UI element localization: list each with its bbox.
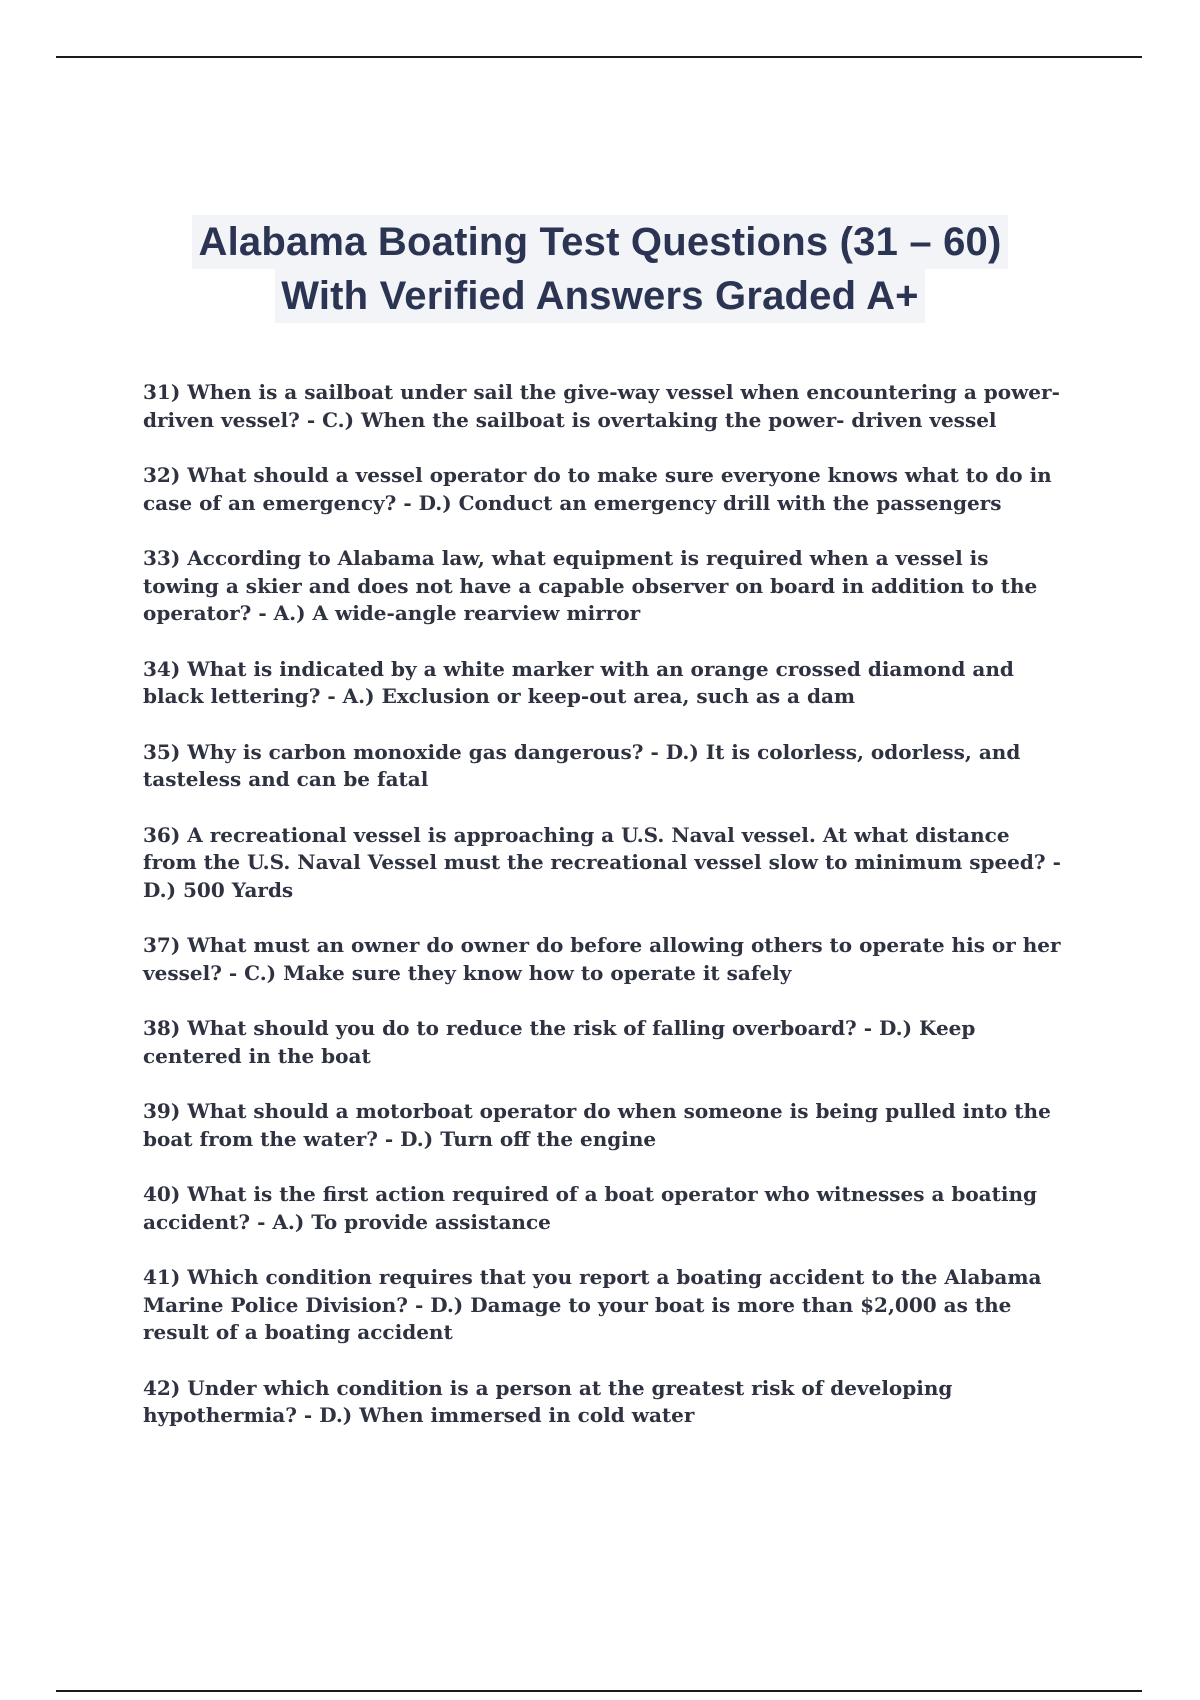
footer-rule [56, 1690, 1142, 1692]
question-41: 41) Which condition requires that you report a boating accident to the Alabama Marine Police Division? - D.) Damage to your boat is more than $2,000 as the result of a boating accident [143, 1265, 1042, 1344]
question-34: 34) What is indicated by a white marker with an orange crossed diamond and black lettering? - A.) Exclusion or keep-out area, such as a dam [143, 656, 1014, 708]
question-36: 36) A recreational vessel is approaching a U.S. Naval vessel. At what distance from the U.S. Naval Vessel must the recreational vessel slow to minimum speed? - D.) 500 Yards [143, 822, 1061, 902]
question-31: 31) When is a sailboat under sail the give-way vessel when encountering a power-driven vessel? - C.) When the sailboat is overtaking the power- driven vessel [143, 380, 1060, 432]
question-32: 32) What should a vessel operator do to make sure everyone knows what to do in case of an emergency? - D.) Conduct an emergency drill with the passengers [143, 463, 1052, 515]
header-rule [56, 56, 1142, 58]
question-list [143, 379, 1063, 1458]
question-40: 40) What is the first action required of a boat operator who witnesses a boating accident? - A.) To provide assistance [143, 1182, 1038, 1234]
question-38: 38) What should you do to reduce the risk of falling overboard? - D.) Keep centered in the boat [143, 1016, 976, 1068]
question-37: 37) What must an owner do owner do before allowing others to operate his or her vessel? - C.) Make sure they know how to operate it safely [143, 933, 1061, 985]
question-33: 33) According to Alabama law, what equipment is required when a vessel is towing a skier and does not have a capable observer on board in addition to the operator? - A.) A wide-angle rearview mirror [143, 546, 1038, 625]
document-title [0, 215, 1200, 323]
title-line-2: With Verified Answers Graded A+ [275, 269, 925, 323]
title-line-1: Alabama Boating Test Questions (31 – 60) [192, 215, 1007, 269]
question-39: 39) What should a motorboat operator do when someone is being pulled into the boat from the water? - D.) Turn off the engine [143, 1099, 1051, 1151]
question-42: 42) Under which condition is a person at the greatest risk of developing hypothermia? - D.) When immersed in cold water [143, 1375, 953, 1427]
question-35: 35) Why is carbon monoxide gas dangerous? - D.) It is colorless, odorless, and tasteless and can be fatal [143, 739, 1021, 791]
